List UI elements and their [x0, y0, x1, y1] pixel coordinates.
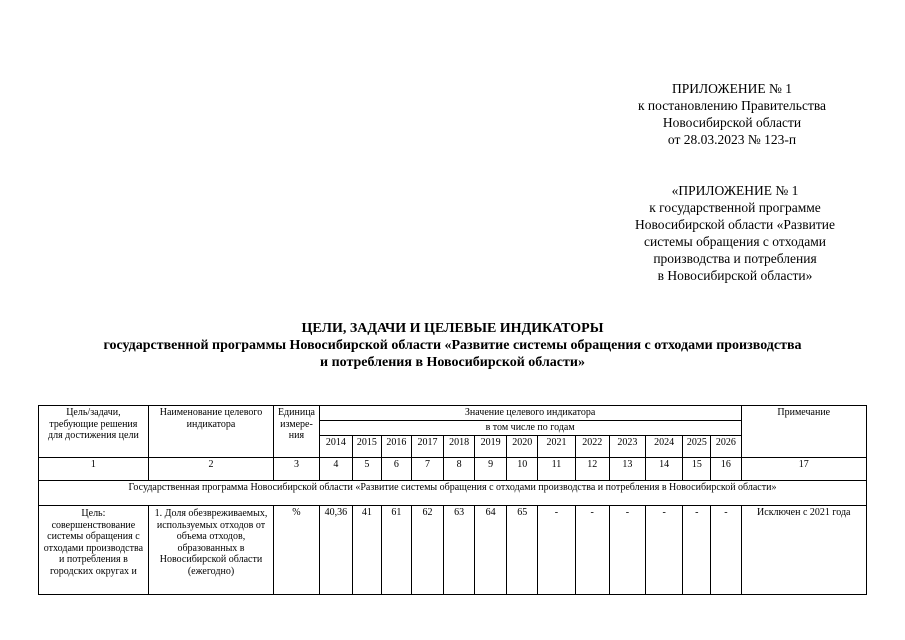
year-cell: 2014 — [319, 436, 352, 458]
column-number: 5 — [352, 458, 381, 481]
column-number: 6 — [381, 458, 411, 481]
value-cell: - — [538, 506, 575, 595]
value-cell: 63 — [444, 506, 475, 595]
year-cell: 2016 — [381, 436, 411, 458]
column-number: 15 — [683, 458, 711, 481]
appendix-2-line: к государственной программе — [649, 200, 821, 215]
header-value: Значение целевого индикатора — [319, 406, 741, 421]
title-line-2: государственной программы Новосибирской области «Развитие системы обращения с отходами производства — [103, 338, 802, 353]
column-number: 3 — [274, 458, 320, 481]
column-number: 13 — [609, 458, 645, 481]
value-cell: - — [683, 506, 711, 595]
appendix-2-header — [590, 182, 880, 284]
appendix-1-line: Новосибирской области — [662, 115, 802, 130]
column-number: 17 — [741, 458, 866, 481]
appendix-1-line: к постановлению Правительства — [637, 98, 827, 113]
year-cell: 2025 — [683, 436, 711, 458]
value-cell: 40,36 — [319, 506, 352, 595]
table-row — [39, 506, 867, 595]
note-cell: Исключен с 2021 года — [741, 506, 866, 595]
header-indicator: Наименование целевого индикатора — [148, 406, 273, 458]
year-cell: 2026 — [711, 436, 741, 458]
title-line-1: ЦЕЛИ, ЗАДАЧИ И ЦЕЛЕВЫЕ ИНДИКАТОРЫ — [301, 321, 604, 336]
header-goal: Цель/задачи, требующие решения для достижения цели — [39, 406, 149, 458]
header-row — [39, 406, 867, 421]
value-cell: 64 — [475, 506, 507, 595]
program-name: Государственная программа Новосибирской области «Развитие системы обращения с отходами производства и потребления в Новосибирской области» — [39, 481, 867, 506]
appendix-2-line: системы обращения с отходами — [644, 234, 826, 249]
year-cell: 2015 — [352, 436, 381, 458]
appendix-2-line: «ПРИЛОЖЕНИЕ № 1 — [671, 183, 799, 198]
year-cell: 2022 — [575, 436, 609, 458]
appendix-1-header — [597, 80, 867, 148]
header-note: Примечание — [741, 406, 866, 458]
column-numbers-row — [39, 458, 867, 481]
year-cell: 2023 — [609, 436, 645, 458]
value-cell: 65 — [507, 506, 538, 595]
column-number: 10 — [507, 458, 538, 481]
appendix-2-line: Новосибирской области «Развитие — [635, 217, 835, 232]
appendix-1-line: от 28.03.2023 № 123-п — [667, 132, 797, 147]
header-by-years: в том числе по годам — [319, 421, 741, 436]
goal-cell: Цель: совершенствование системы обращения с отходами производства и потребления в городских округах и — [39, 506, 149, 595]
column-number: 4 — [319, 458, 352, 481]
header-unit: Единица измере-ния — [274, 406, 320, 458]
year-cell: 2024 — [646, 436, 683, 458]
year-cell: 2019 — [475, 436, 507, 458]
column-number: 7 — [411, 458, 443, 481]
value-cell: - — [646, 506, 683, 595]
column-number: 16 — [711, 458, 741, 481]
unit-cell: % — [274, 506, 320, 595]
title-line-3: и потребления в Новосибирской области» — [320, 355, 585, 370]
program-row — [39, 481, 867, 506]
year-cell: 2018 — [444, 436, 475, 458]
column-number: 14 — [646, 458, 683, 481]
column-number: 1 — [39, 458, 149, 481]
value-cell: 61 — [381, 506, 411, 595]
value-cell: - — [609, 506, 645, 595]
value-cell: - — [575, 506, 609, 595]
document-title — [0, 320, 905, 371]
column-number: 11 — [538, 458, 575, 481]
year-cell: 2021 — [538, 436, 575, 458]
value-cell: - — [711, 506, 741, 595]
appendix-2-line: в Новосибирской области» — [657, 268, 813, 283]
column-number: 2 — [148, 458, 273, 481]
column-number: 9 — [475, 458, 507, 481]
indicators-table — [38, 405, 867, 595]
year-cell: 2020 — [507, 436, 538, 458]
year-cell: 2017 — [411, 436, 443, 458]
value-cell: 41 — [352, 506, 381, 595]
column-number: 8 — [444, 458, 475, 481]
indicator-cell: 1. Доля обезвреживаемых, используемых отходов от объема отходов, образованных в Новосибирской области (ежегодно) — [148, 506, 273, 595]
appendix-1-line: ПРИЛОЖЕНИЕ № 1 — [671, 81, 793, 96]
column-number: 12 — [575, 458, 609, 481]
appendix-2-line: производства и потребления — [653, 251, 817, 266]
value-cell: 62 — [411, 506, 443, 595]
